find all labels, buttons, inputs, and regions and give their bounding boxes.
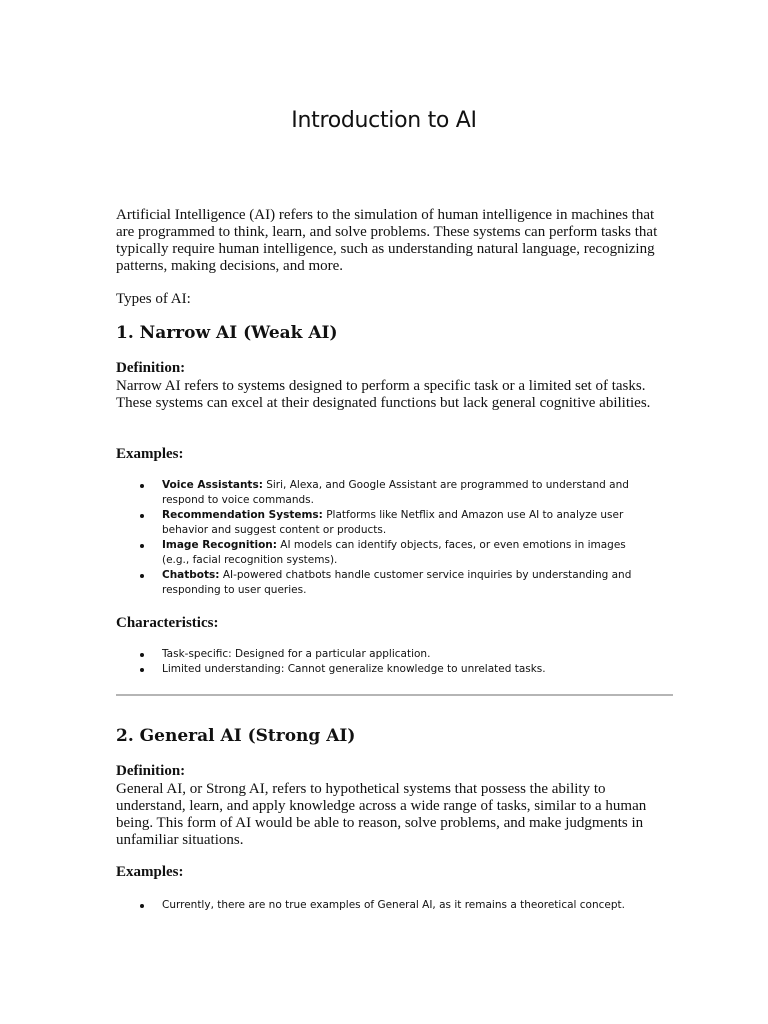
- examples-list: [116, 898, 656, 913]
- definition-text: Narrow AI refers to systems designed to perform a specific task or a limited set of tasks. These systems can excel at their designated functions but lack general cognitive abilities.: [116, 378, 651, 411]
- document-title: Introduction to AI: [291, 108, 477, 133]
- characteristics-list: [116, 647, 656, 677]
- list-item-term: Chatbots:: [162, 569, 220, 581]
- list-item: [116, 508, 656, 538]
- examples-label: Examples:: [116, 446, 184, 462]
- intro-paragraph: Artificial Intelligence (AI) refers to the simulation of human intelligence in machines that are programmed to think, learn, and solve problems. These systems can perform tasks that typically require human intelligence, such as understanding natural language, recognizing patterns, making decisions, and more.: [116, 207, 658, 274]
- list-item: [116, 478, 656, 508]
- characteristics-label: Characteristics:: [116, 615, 219, 631]
- list-item: Limited understanding: Cannot generalize knowledge to unrelated tasks.: [116, 662, 656, 677]
- examples-label: Examples:: [116, 864, 184, 880]
- list-item: [116, 568, 656, 598]
- section-heading-narrow-ai: 1. Narrow AI (Weak AI): [116, 323, 338, 343]
- list-item-text: Platforms like Netflix and Amazon use AI to analyze user behavior and suggest content or products.: [162, 509, 624, 536]
- examples-list: [116, 478, 656, 598]
- horizontal-rule: [116, 694, 673, 696]
- list-item-term: Image Recognition:: [162, 539, 277, 551]
- list-item: Currently, there are no true examples of General AI, as it remains a theoretical concept.: [116, 898, 656, 913]
- list-item-text: AI-powered chatbots handle customer service inquiries by understanding and responding to user queries.: [162, 569, 632, 596]
- list-item: Task-specific: Designed for a particular application.: [116, 647, 656, 662]
- definition-text: General AI, or Strong AI, refers to hypothetical systems that possess the ability to understand, learn, and apply knowledge across a wide range of tasks, similar to a human being. This form of AI would be able to reason, solve problems, and make judgments in unfamiliar situations.: [116, 781, 647, 848]
- definition-label: Definition:: [116, 360, 186, 376]
- list-item-term: Recommendation Systems:: [162, 509, 323, 521]
- types-label: Types of AI:: [116, 291, 191, 307]
- list-item-text: Siri, Alexa, and Google Assistant are programmed to understand and respond to voice commands.: [162, 479, 629, 506]
- list-item: [116, 538, 656, 568]
- list-item-text: AI models can identify objects, faces, or even emotions in images (e.g., facial recognition systems).: [162, 539, 626, 566]
- list-item-term: Voice Assistants:: [162, 479, 263, 491]
- definition-label: Definition:: [116, 763, 186, 779]
- section-heading-general-ai: 2. General AI (Strong AI): [116, 726, 356, 746]
